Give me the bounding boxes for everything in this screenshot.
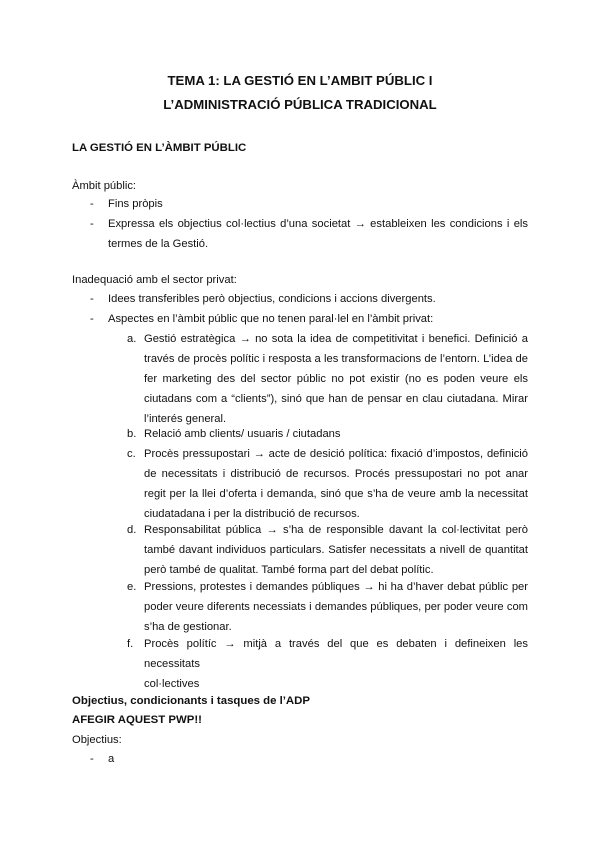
ambit-label: Àmbit públic: <box>72 180 137 192</box>
list-dash: - <box>90 198 94 210</box>
sub-list-item-text <box>144 577 528 637</box>
sub-list-letter: e. <box>127 581 137 593</box>
text-line: ciutadans com a “clients”), sinó que han de pensar en clau ciutadana. Mirar <box>144 393 528 405</box>
objectius-label: Objectius: <box>72 734 122 746</box>
list-dash: - <box>90 293 94 305</box>
text-line: termes de la Gestió. <box>108 238 209 250</box>
document-title-line-2: L’ADMINISTRACIÓ PÚBLICA TRADICIONAL <box>163 97 437 112</box>
sub-list-letter: f. <box>127 638 134 650</box>
text-line: a <box>108 753 115 765</box>
sub-list-letter: c. <box>127 448 136 460</box>
text-line: Idees transferibles però objectius, condicions i accions divergents. <box>108 293 436 305</box>
sub-list-item-text <box>144 520 528 580</box>
sub-list-item-text <box>144 444 528 524</box>
text-line: Procès polítíc → mitjà a través del que es debaten i defineixen les necessitats <box>144 638 528 670</box>
section-heading: Objectius, condicionants i tasques de l’ADP <box>72 695 310 707</box>
sub-list-item-text <box>144 329 528 429</box>
text-line: però també de qualitat. També forma part del debat polític. <box>144 564 434 576</box>
sub-list-item-text <box>144 634 528 694</box>
text-line: també davant individuos particulars. Satisfer necessitats a nivell de quantitat <box>144 544 528 556</box>
list-item-text <box>108 749 528 769</box>
text-line: l’interés general. <box>144 413 227 425</box>
list-dash: - <box>90 753 94 765</box>
list-item-text <box>108 289 528 309</box>
text-line: s’ha de gestionar. <box>144 621 232 633</box>
sub-list-letter: d. <box>127 524 137 536</box>
text-line: Gestió estratègica → no sota la idea de competitivitat i benefici. Definició a <box>144 333 528 345</box>
text-line: col·lectives <box>144 678 200 690</box>
note-text: AFEGIR AQUEST PWP!! <box>72 714 202 726</box>
list-item-text <box>108 194 528 214</box>
sub-list-letter: a. <box>127 333 137 345</box>
text-line: ciudatadana i per la distribució de recursos. <box>144 508 360 520</box>
text-line: Expressa els objectius col·lectius d’una societat → estableixen les condicions i els <box>108 218 528 230</box>
text-line: Aspectes en l’àmbit públic que no tenen paral·lel en l’àmbit privat: <box>108 313 434 325</box>
section-heading: LA GESTIÓ EN L’ÀMBIT PÚBLIC <box>72 142 247 154</box>
text-line: Procès pressupostari → acte de desició política: fixació d’impostos, definició <box>144 448 528 460</box>
sub-list-letter: b. <box>127 428 137 440</box>
text-line: Responsabilitat pública → s’ha de responsible davant la col·lectivitat però <box>144 524 528 536</box>
text-line: poder veure diferents necessiats i demandes públiques, per poder veure com <box>144 601 528 613</box>
text-line: través de procès polític i resposta a les transformacions de l’entorn. L’idea de <box>144 353 528 365</box>
list-dash: - <box>90 218 94 230</box>
text-line: Relació amb clients/ usuaris / ciutadans <box>144 428 341 440</box>
sub-list-item-text <box>144 424 528 444</box>
list-dash: - <box>90 313 94 325</box>
list-item-text <box>108 309 528 329</box>
text-line: Fins pròpis <box>108 198 163 210</box>
text-line: Pressions, protestes i demandes públiques → hi ha d’haver debat públic per <box>144 581 528 593</box>
inadequacio-label: Inadequació amb el sector privat: <box>72 274 237 286</box>
text-line: fer marketing des del sector públic no pot existir (no es poden veure els <box>144 373 528 385</box>
text-line: regit per la llei d’oferta i demanda, sinó que s’ha de veure amb la necessitat <box>144 488 528 500</box>
list-item-text <box>108 214 528 254</box>
document-title-line-1: TEMA 1: LA GESTIÓ EN L’AMBIT PÚBLIC I <box>167 73 433 88</box>
text-line: de necessitats i distribució de recursos. Procés pressupostari no pot anar <box>144 468 528 480</box>
